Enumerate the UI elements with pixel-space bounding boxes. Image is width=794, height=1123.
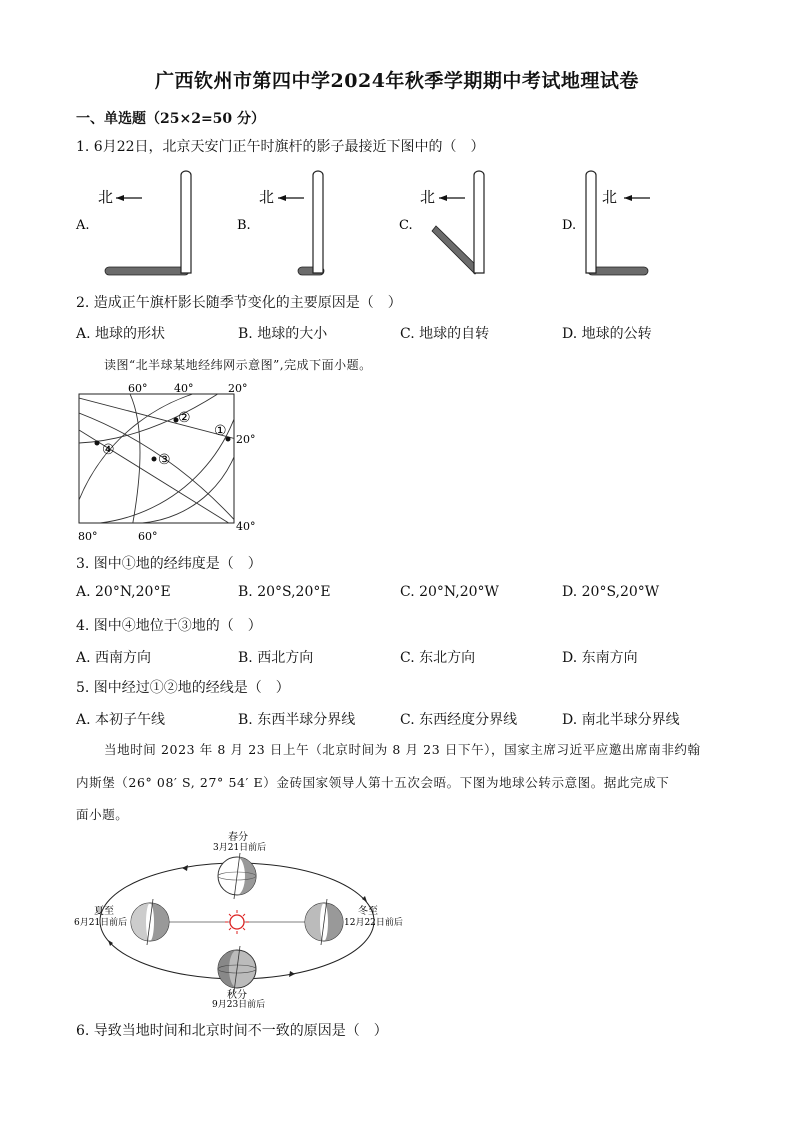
earth-winter-icon	[305, 899, 343, 945]
intro-paragraph-line2: 内斯堡（26° 08′ S, 27° 54′ E）金砖国家领导人第十五次会晤。下图为地球公转示意图。据此完成下	[76, 775, 670, 790]
winter-date: 12月22日前后	[344, 918, 403, 928]
north-label-c: 北	[420, 188, 436, 206]
q4-option-b: B. 西北方向	[238, 650, 314, 666]
grid-bottom-label-60: 60°	[138, 530, 158, 543]
earth-autumn-icon	[218, 946, 256, 992]
latlong-grid-figure	[70, 378, 270, 548]
spring-date: 3月21日前后	[213, 843, 267, 853]
point-3-label: ③	[158, 452, 171, 468]
q4-option-a: A. 西南方向	[76, 650, 152, 666]
question-5-stem: 5. 图中经过①②地的经线是（ ）	[76, 680, 290, 696]
grid-right-label-40: 40°	[236, 520, 256, 533]
option-a-label: A.	[76, 218, 90, 233]
option-c-label: C.	[399, 218, 413, 233]
page-title: 广西钦州市第四中学2024年秋季学期期中考试地理试卷	[155, 70, 639, 92]
q5-option-d: D. 南北半球分界线	[562, 712, 680, 728]
q4-option-c: C. 东北方向	[400, 650, 476, 666]
intro-paragraph-line1: 当地时间 2023 年 8 月 23 日上午（北京时间为 8 月 23 日下午），国家主席习近平应邀出席南非约翰	[104, 742, 701, 757]
north-label-b: 北	[259, 188, 275, 206]
q3-option-d: D. 20°S,20°W	[562, 584, 660, 600]
question-3-stem: 3. 图中①地的经纬度是（ ）	[76, 556, 262, 572]
question-1-stem: 1. 6月22日，北京天安门正午时旗杆的影子最接近下图中的（ ）	[76, 139, 485, 155]
winter-label: 冬至	[358, 906, 378, 917]
grid-top-label-20: 20°	[228, 382, 248, 395]
section-heading: 一、单选题（25×2=50 分）	[76, 111, 266, 127]
question-6-stem: 6. 导致当地时间和北京时间不一致的原因是（ ）	[76, 1023, 388, 1039]
q3-option-b: B. 20°S,20°E	[238, 584, 331, 600]
q3-option-a: A. 20°N,20°E	[76, 584, 171, 600]
q5-option-c: C. 东西经度分界线	[400, 712, 518, 728]
summer-date: 6月21日前后	[74, 918, 128, 928]
north-label-a: 北	[98, 188, 114, 206]
q5-option-a: A. 本初子午线	[76, 712, 166, 728]
earth-summer-icon	[131, 899, 169, 945]
autumn-label: 秋分	[227, 990, 247, 1001]
grid-bottom-label-80: 80°	[78, 530, 98, 543]
q3-option-c: C. 20°N,20°W	[400, 584, 499, 600]
flagpole-shadow-figure	[72, 165, 662, 280]
earth-orbit-figure	[70, 826, 415, 1011]
q2-option-d: D. 地球的公转	[562, 326, 652, 342]
point-2-label: ②	[178, 410, 191, 426]
intro-paragraph-line3: 面小题。	[76, 807, 129, 822]
q4-option-d: D. 东南方向	[562, 650, 638, 666]
question-4-stem: 4. 图中④地位于③地的（ ）	[76, 618, 262, 634]
spring-label: 春分	[228, 832, 248, 843]
intro-grid: 读图“北半球某地经纬网示意图”,完成下面小题。	[104, 358, 372, 372]
point-4-label: ④	[102, 442, 115, 458]
north-label-d: 北	[602, 188, 618, 206]
option-b-label: B.	[237, 218, 251, 233]
question-2-stem: 2. 造成正午旗杆影长随季节变化的主要原因是（ ）	[76, 295, 402, 311]
point-1-label: ①	[214, 423, 227, 439]
q2-option-b: B. 地球的大小	[238, 326, 328, 342]
option-d-label: D.	[562, 218, 577, 233]
summer-label: 夏至	[94, 906, 114, 917]
q2-option-a: A. 地球的形状	[76, 326, 166, 342]
grid-top-label-60: 60°	[128, 382, 148, 395]
q5-option-b: B. 东西半球分界线	[238, 712, 356, 728]
autumn-date: 9月23日前后	[212, 1000, 266, 1010]
q2-option-c: C. 地球的自转	[400, 326, 490, 342]
grid-right-label-20: 20°	[236, 433, 256, 446]
grid-top-label-40: 40°	[174, 382, 194, 395]
earth-spring-icon	[218, 853, 256, 899]
